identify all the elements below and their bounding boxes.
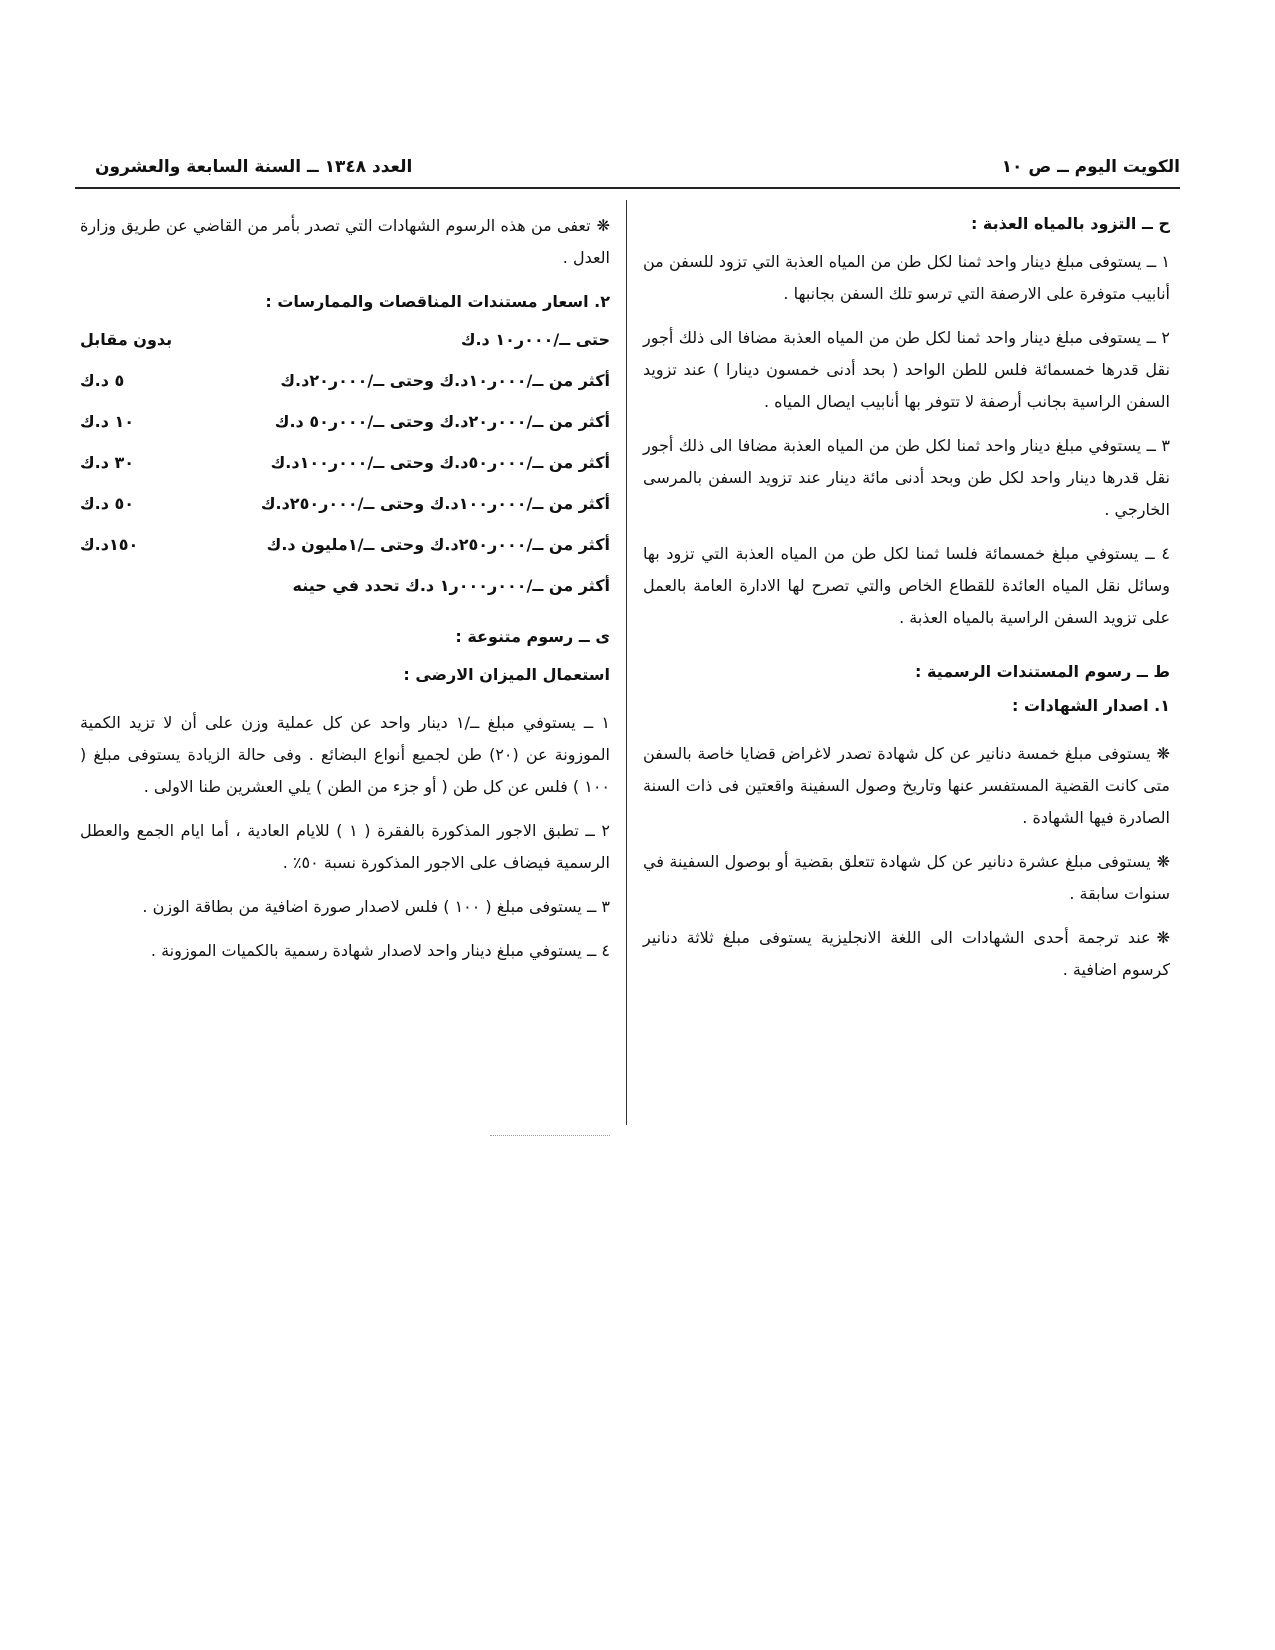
certificate-item-1 (643, 738, 1170, 834)
price-value: بدون مقابل (80, 330, 173, 349)
price-row (80, 529, 610, 561)
scan-specks (490, 1135, 610, 1140)
star-icon: ❋ (596, 216, 610, 235)
right-column (643, 208, 1170, 998)
certificate-item-1-text: يستوفى مبلغ خمسة دنانير عن كل شهادة تصدر لاغراض قضايا خاصة بالسفن متى كانت القضية المستفسر عنها وتاريخ وصول السفينة واقعتين فى ذات السنة الصادرة فيها الشهادة . (643, 744, 1170, 827)
weighbridge-item-4: ٤ ــ يستوفي مبلغ دينار واحد لاصدار شهادة رسمية بالكميات الموزونة . (150, 941, 610, 960)
paragraph-h2: ٢ ــ يستوفى مبلغ دينار واحد ثمنا لكل طن من المياه العذبة مضافا الى ذلك أجور نقل قدرها خمسمائة فلس للطن الواحد ( بحد أدنى خمسون دينارا ) عند تزويد السفن الراسية بجانب أرصفة لا تتوفر بها أنابيب ايصال المياه . (643, 328, 1170, 411)
price-range: أكثر من ــ/٠٠٠ر٢٥٠د.ك وحتى ــ/١مليون د.ك (266, 535, 610, 554)
left-column (80, 210, 610, 979)
price-row (80, 447, 610, 479)
weighbridge-item-2: ٢ ــ تطبق الاجور المذكورة بالفقرة ( ١ ) للايام العادية ، أما ايام الجمع والعطل الرسمية فيضاف على الاجور المذكورة نسبة ٥٠٪ . (80, 821, 611, 872)
subsection-certificates: ١. اصدار الشهادات : (1012, 696, 1170, 715)
subsection-weighbridge: استعمال الميزان الارضى : (403, 665, 610, 684)
star-icon: ❋ (1156, 852, 1170, 871)
price-range: حتى ــ/٠٠٠ر١٠ د.ك (460, 330, 610, 349)
column-divider (626, 200, 627, 1125)
header-publication-page: الكويت اليوم ــ ص ١٠ (1001, 157, 1180, 177)
price-value: ٣٠ د.ك (80, 453, 135, 472)
price-row (80, 570, 610, 602)
paragraph-h3: ٣ ــ يستوفي مبلغ دينار واحد ثمنا لكل طن من المياه العذبة مضافا الى ذلك أجور نقل قدرها دينار واحد لكل طن وبحد أدنى مائة دينار عند تزويد السفن بالمرسى الخارجي . (643, 436, 1170, 519)
price-range: أكثر من ــ/٠٠٠ر٥٠د.ك وحتى ــ/٠٠٠ر١٠٠د.ك (270, 453, 610, 472)
price-row (80, 324, 610, 356)
price-range: أكثر من ــ/٠٠٠ر١٠٠د.ك وحتى ــ/٠٠٠ر٢٥٠د.ك (260, 494, 610, 513)
price-row (80, 488, 610, 520)
header-rule (75, 187, 1180, 189)
page-header (95, 152, 1180, 182)
tender-docs-title: ٢. اسعار مستندات المناقصات والممارسات : (265, 292, 610, 311)
price-range: أكثر من ــ/٠٠٠ر١٠د.ك وحتى ــ/٠٠٠ر٢٠د.ك (280, 371, 610, 390)
section-y-title: ى ــ رسوم متنوعة : (455, 627, 610, 646)
certificate-item-3 (643, 922, 1170, 986)
exemption-note (80, 210, 610, 274)
section-t-title: ط ــ رسوم المستندات الرسمية : (914, 662, 1170, 681)
weighbridge-item-3: ٣ ــ يستوفى مبلغ ( ١٠٠ ) فلس لاصدار صورة اضافية من بطاقة الوزن . (142, 897, 610, 916)
star-icon: ❋ (1156, 744, 1170, 763)
certificate-item-2 (643, 846, 1170, 910)
price-row (80, 406, 610, 438)
certificate-item-3-text: عند ترجمة أحدى الشهادات الى اللغة الانجليزية يستوفى مبلغ ثلاثة دنانير كرسوم اضافية . (643, 928, 1170, 979)
price-row (80, 365, 610, 397)
certificate-item-2-text: يستوفى مبلغ عشرة دنانير عن كل شهادة تتعلق بقضية أو بوصول السفينة في سنوات سابقة . (643, 852, 1170, 903)
price-range: أكثر من ــ/٠٠٠ر٠٠٠ر١ د.ك تحدد في حينه (292, 576, 610, 595)
section-h-title: ح ــ التزود بالمياه العذبة : (970, 214, 1170, 233)
weighbridge-item-1: ١ ــ يستوفي مبلغ ــ/١ دينار واحد عن كل عملية وزن على أن لا تزيد الكمية الموزونة عن (٢٠) طن لجميع أنواع البضائع . وفى حالة الزيادة يستوفى مبلغ ( ١٠٠ ) فلس عن كل طن ( أو جزء من الطن ) يلي العشرين طنا الاولى . (80, 713, 610, 796)
price-value: ١٥٠د.ك (80, 535, 139, 554)
header-issue-year: العدد ١٣٤٨ ــ السنة السابعة والعشرون (95, 157, 413, 177)
paragraph-h1: ١ ــ يستوفى مبلغ دينار واحد ثمنا لكل طن من المياه العذبة التي تزود للسفن من أنابيب متوفرة على الارصفة التي ترسو تلك السفن بجانبها . (643, 252, 1170, 303)
price-value: ٥ د.ك (80, 371, 125, 390)
exemption-note-text: تعفى من هذه الرسوم الشهادات التي تصدر بأمر من القاضي عن طريق وزارة العدل . (80, 216, 610, 267)
price-value: ١٠ د.ك (80, 412, 135, 431)
price-value: ٥٠ د.ك (80, 494, 135, 513)
paragraph-h4: ٤ ــ يستوفي مبلغ خمسمائة فلسا ثمنا لكل طن من المياه العذبة التي تزود بها وسائل نقل المياه العائدة للقطاع الخاص والتي تصرح لها الادارة العامة بالعمل على تزويد السفن الراسية بالمياه العذبة . (643, 544, 1170, 627)
star-icon: ❋ (1156, 928, 1170, 947)
price-range: أكثر من ــ/٠٠٠ر٢٠د.ك وحتى ــ/٠٠٠ر٥٠ د.ك (274, 412, 610, 431)
